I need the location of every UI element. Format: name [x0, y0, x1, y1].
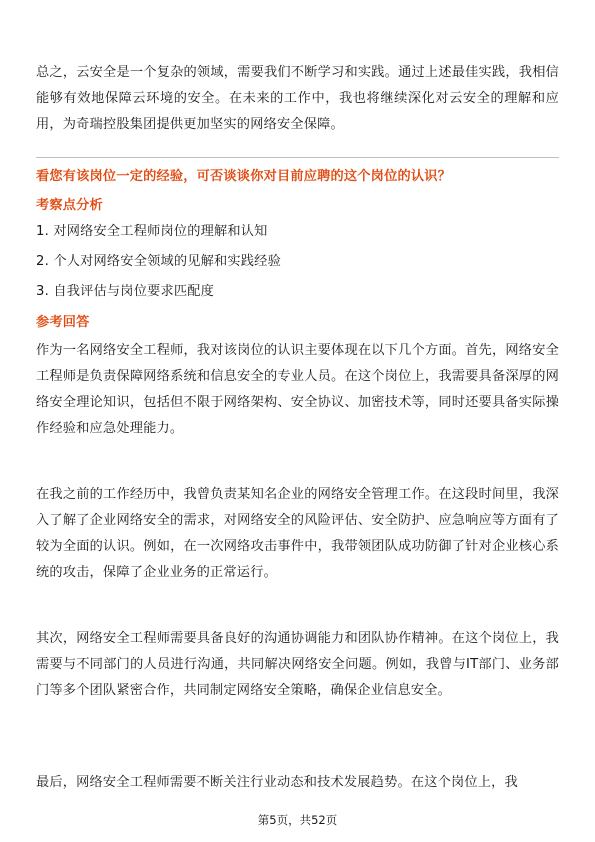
page-footer: 第5页，共52页 — [257, 813, 338, 827]
analysis-item-1: 1. 对网络安全工程师岗位的理解和认知 — [36, 224, 268, 239]
analysis-heading: 考察点分析 — [36, 198, 103, 213]
section-divider — [36, 157, 559, 158]
answer-paragraph-1: 作为一名网络安全工程师，我对该岗位的认识主要体现在以下几个方面。首先，网络安全工程师是负责保障网络系统和信息安全的专业人员。在这个岗位上，我需要具备深厚的网络安全理论知识，包括但不限于网络架构、安全协议、加密技术等，同时还要具备实际操作经验和应急处理能力。 — [36, 343, 559, 436]
analysis-item-2: 2. 个人对网络安全领域的见解和实践经验 — [36, 254, 281, 269]
answer-paragraph-3: 其次，网络安全工程师需要具备良好的沟通协调能力和团队协作精神。在这个岗位上，我需要与不同部门的人员进行沟通，共同解决网络安全问题。例如，我曾与IT部门、业务部门等多个团队紧密合作，共同制定网络安全策略，确保企业信息安全。 — [36, 631, 559, 698]
intro-paragraph: 总之，云安全是一个复杂的领域，需要我们不断学习和实践。通过上述最佳实践，我相信能够有效地保障云环境的安全。在未来的工作中，我也将继续深化对云安全的理解和应用，为奇瑞控股集团提供更加坚实的网络安全保障。 — [36, 65, 559, 132]
analysis-item-3: 3. 自我评估与岗位要求匹配度 — [36, 284, 215, 299]
answer-paragraph-2: 在我之前的工作经历中，我曾负责某知名企业的网络安全管理工作。在这段时间里，我深入了解了企业网络安全的需求，对网络安全的风险评估、安全防护、应急响应等方面有了较为全面的认识。例如，在一次网络攻击事件中，我带领团队成功防御了针对企业核心系统的攻击，保障了企业业务的正常运行。 — [36, 487, 559, 580]
answer-paragraph-4: 最后，网络安全工程师需要不断关注行业动态和技术发展趋势。在这个岗位上，我 — [36, 775, 518, 790]
interview-question: 看您有该岗位一定的经验，可否谈谈你对目前应聘的这个岗位的认识？ — [36, 169, 452, 184]
answer-heading: 参考回答 — [36, 315, 90, 330]
